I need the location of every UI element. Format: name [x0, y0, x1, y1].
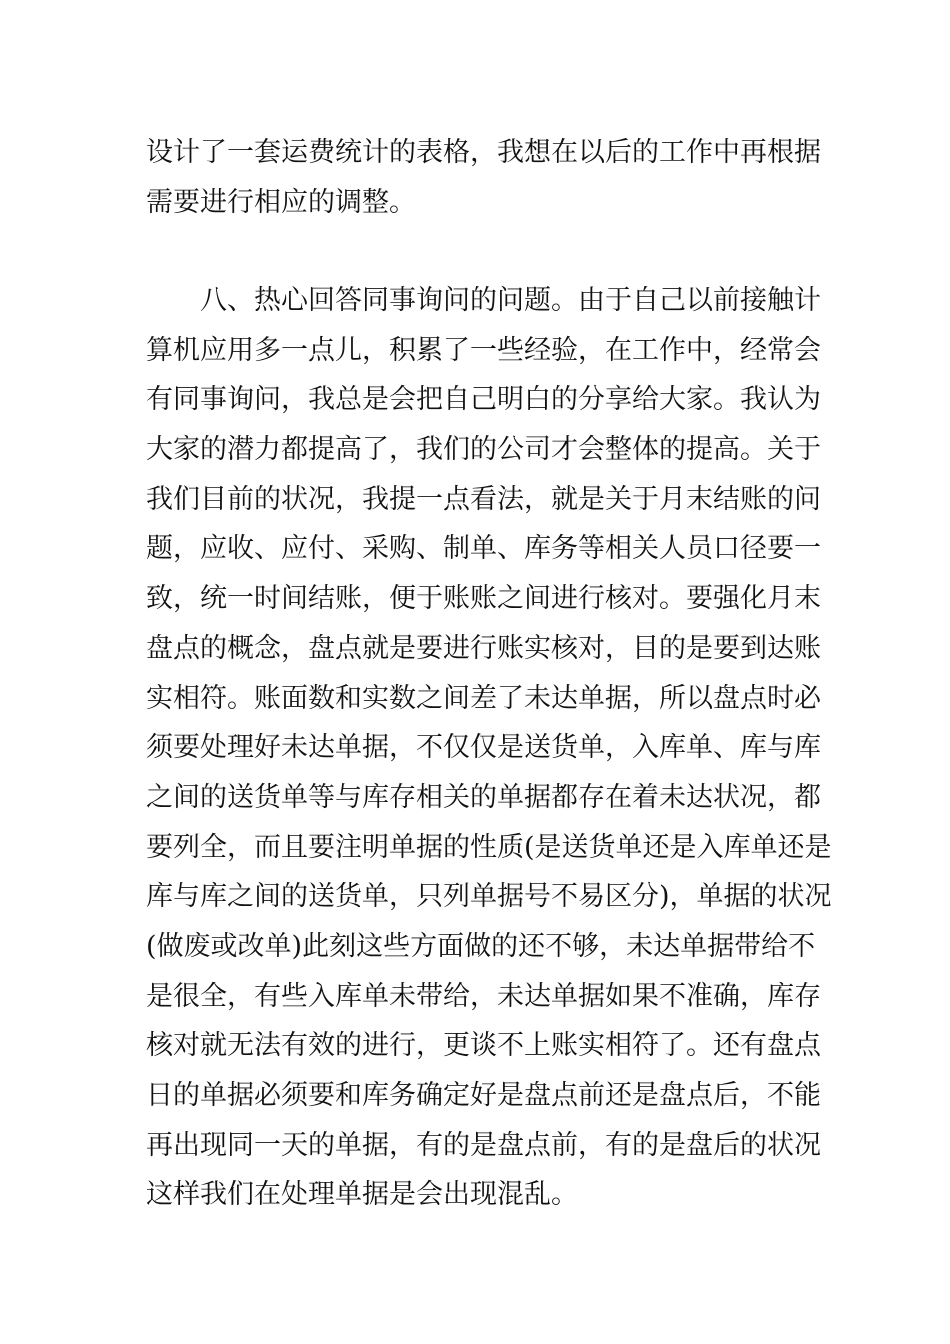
text-line: 设计了一套运费统计的表格，我想在以后的工作中再根据 [146, 137, 821, 168]
text-line: 实相符。账面数和实数之间差了未达单据，所以盘点时必 [146, 682, 821, 714]
text-line: 有同事询问，我总是会把自己明白的分享给大家。我认为 [146, 384, 821, 416]
text-line: 库与库之间的送货单，只列单据号不易区分)，单据的状况 [146, 881, 832, 913]
paragraph-heading-line: 八、热心回答同事询问的问题。由于自己以前接触计 [200, 285, 821, 316]
text-line: 我们目前的状况，我提一点看法，就是关于月末结账的问 [146, 483, 821, 515]
paragraph-eight [146, 276, 832, 1220]
text-line: 核对就无法有效的进行，更谈不上账实相符了。还有盘点 [146, 1030, 821, 1062]
text-line: 大家的潜力都提高了，我们的公司才会整体的提高。关于 [146, 434, 821, 466]
text-line: 需要进行相应的调整。 [146, 186, 416, 218]
text-line: 算机应用多一点儿，积累了一些经验，在工作中，经常会 [146, 334, 821, 366]
text-line: 要列全，而且要注明单据的性质(是送货单还是入库单还是 [146, 831, 832, 863]
text-line: 是很全，有些入库单未带给，未达单据如果不准确，库存 [146, 980, 821, 1012]
text-line: 这样我们在处理单据是会出现混乱。 [146, 1179, 578, 1211]
text-line: 题，应收、应付、采购、制单、库务等相关人员口径要一 [146, 533, 821, 565]
text-line: (做废或改单)此刻这些方面做的还不够，未达单据带给不 [146, 930, 816, 962]
text-line: 须要处理好未达单据，不仅仅是送货单，入库单、库与库 [146, 732, 821, 764]
text-line: 致，统一时间结账，便于账账之间进行核对。要强化月末 [146, 583, 821, 615]
text-line: 日的单据必须要和库务确定好是盘点前还是盘点后，不能 [146, 1080, 821, 1111]
text-line: 再出现同一天的单据，有的是盘点前，有的是盘后的状况 [146, 1129, 821, 1161]
paragraph-continued [146, 128, 821, 227]
text-line: 之间的送货单等与库存相关的单据都存在着未达状况，都 [146, 781, 821, 813]
text-line: 盘点的概念，盘点就是要进行账实核对，目的是要到达账 [146, 632, 821, 664]
